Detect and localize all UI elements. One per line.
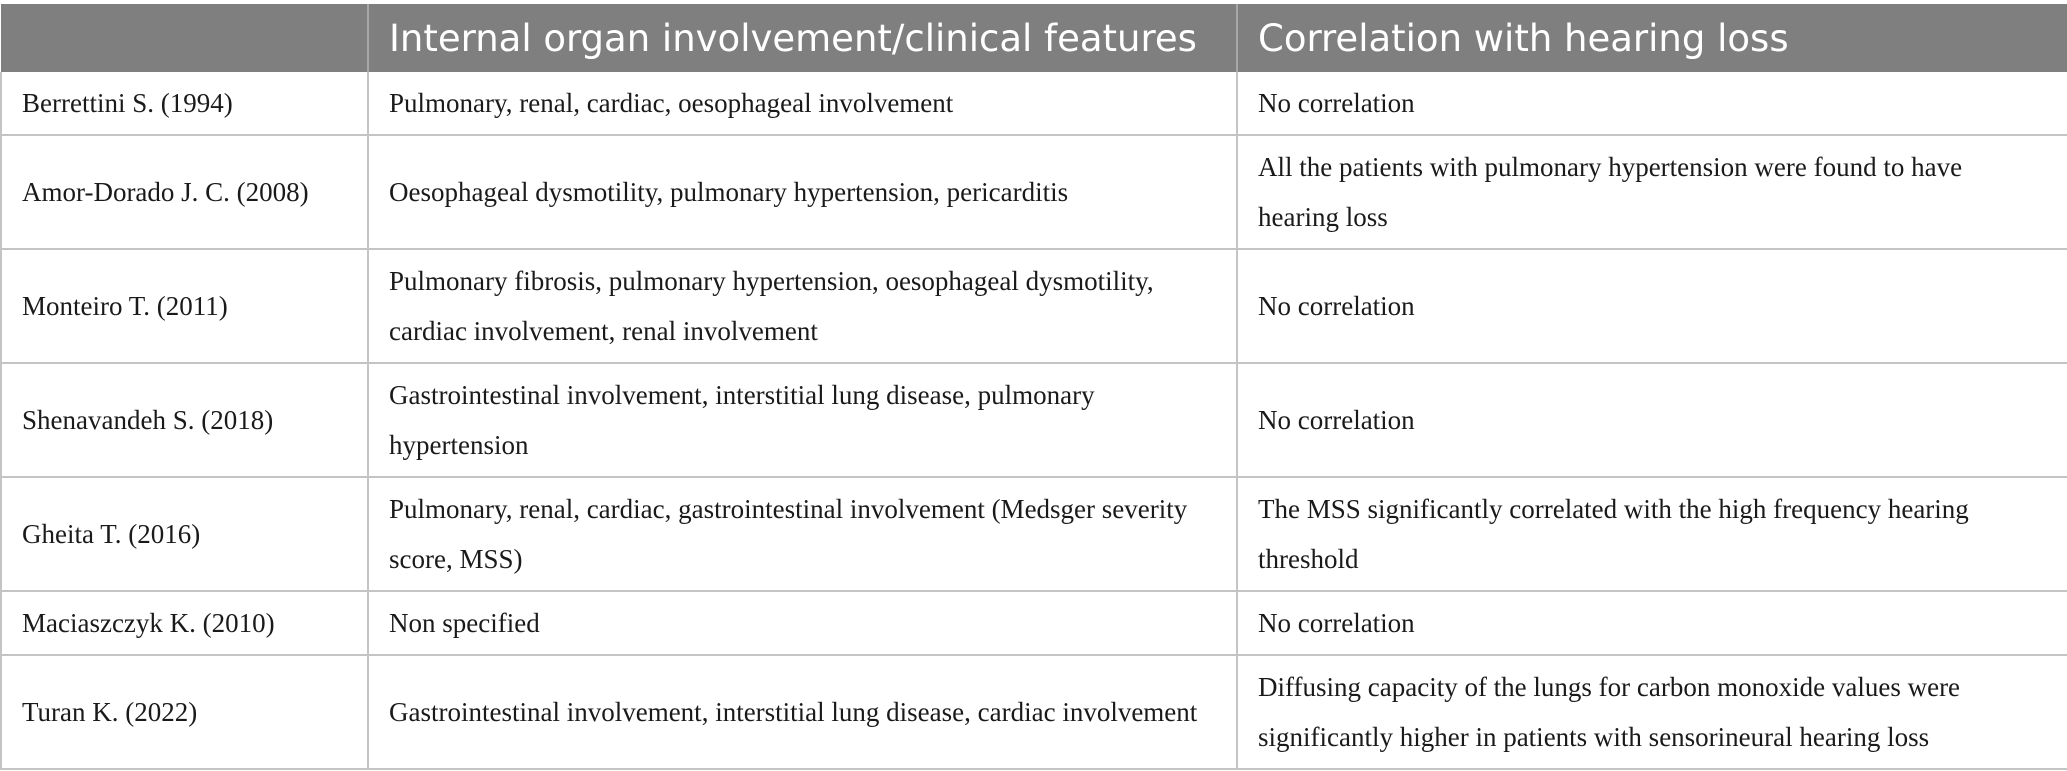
cell-correlation: All the patients with pulmonary hypertension were found to have hearing loss (1237, 135, 2067, 249)
table-row (1, 477, 2067, 591)
cell-features: Oesophageal dysmotility, pulmonary hypertension, pericarditis (368, 135, 1237, 249)
cell-study: Berrettini S. (1994) (1, 72, 368, 135)
cell-study: Gheita T. (2016) (1, 477, 368, 591)
cell-features: Non specified (368, 591, 1237, 655)
cell-correlation: No correlation (1237, 72, 2067, 135)
table-body (1, 72, 2067, 769)
header-correlation: Correlation with hearing loss (1237, 4, 2067, 72)
cell-correlation: No correlation (1237, 249, 2067, 363)
table-row (1, 72, 2067, 135)
cell-features: Pulmonary fibrosis, pulmonary hypertension, oesophageal dysmotility, cardiac involvement, renal involvement (368, 249, 1237, 363)
table-row (1, 655, 2067, 769)
table-row (1, 363, 2067, 477)
cell-correlation: The MSS significantly correlated with the high frequency hearing threshold (1237, 477, 2067, 591)
cell-correlation: Diffusing capacity of the lungs for carbon monoxide values were significantly higher in patients with sensorineural hearing loss (1237, 655, 2067, 769)
header-study (1, 4, 368, 72)
table-row (1, 249, 2067, 363)
cell-correlation: No correlation (1237, 363, 2067, 477)
cell-study: Amor-Dorado J. C. (2008) (1, 135, 368, 249)
cell-study: Shenavandeh S. (2018) (1, 363, 368, 477)
cell-features: Gastrointestinal involvement, interstitial lung disease, pulmonary hypertension (368, 363, 1237, 477)
cell-study: Monteiro T. (2011) (1, 249, 368, 363)
study-table (0, 4, 2067, 770)
cell-study: Maciaszczyk K. (2010) (1, 591, 368, 655)
table-row (1, 135, 2067, 249)
table-header (1, 4, 2067, 72)
cell-study: Turan K. (2022) (1, 655, 368, 769)
table-row (1, 591, 2067, 655)
header-row (1, 4, 2067, 72)
cell-correlation: No correlation (1237, 591, 2067, 655)
cell-features: Pulmonary, renal, cardiac, gastrointestinal involvement (Medsger severity score, MSS) (368, 477, 1237, 591)
cell-features: Pulmonary, renal, cardiac, oesophageal involvement (368, 72, 1237, 135)
header-features: Internal organ involvement/clinical features (368, 4, 1237, 72)
cell-features: Gastrointestinal involvement, interstitial lung disease, cardiac involvement (368, 655, 1237, 769)
